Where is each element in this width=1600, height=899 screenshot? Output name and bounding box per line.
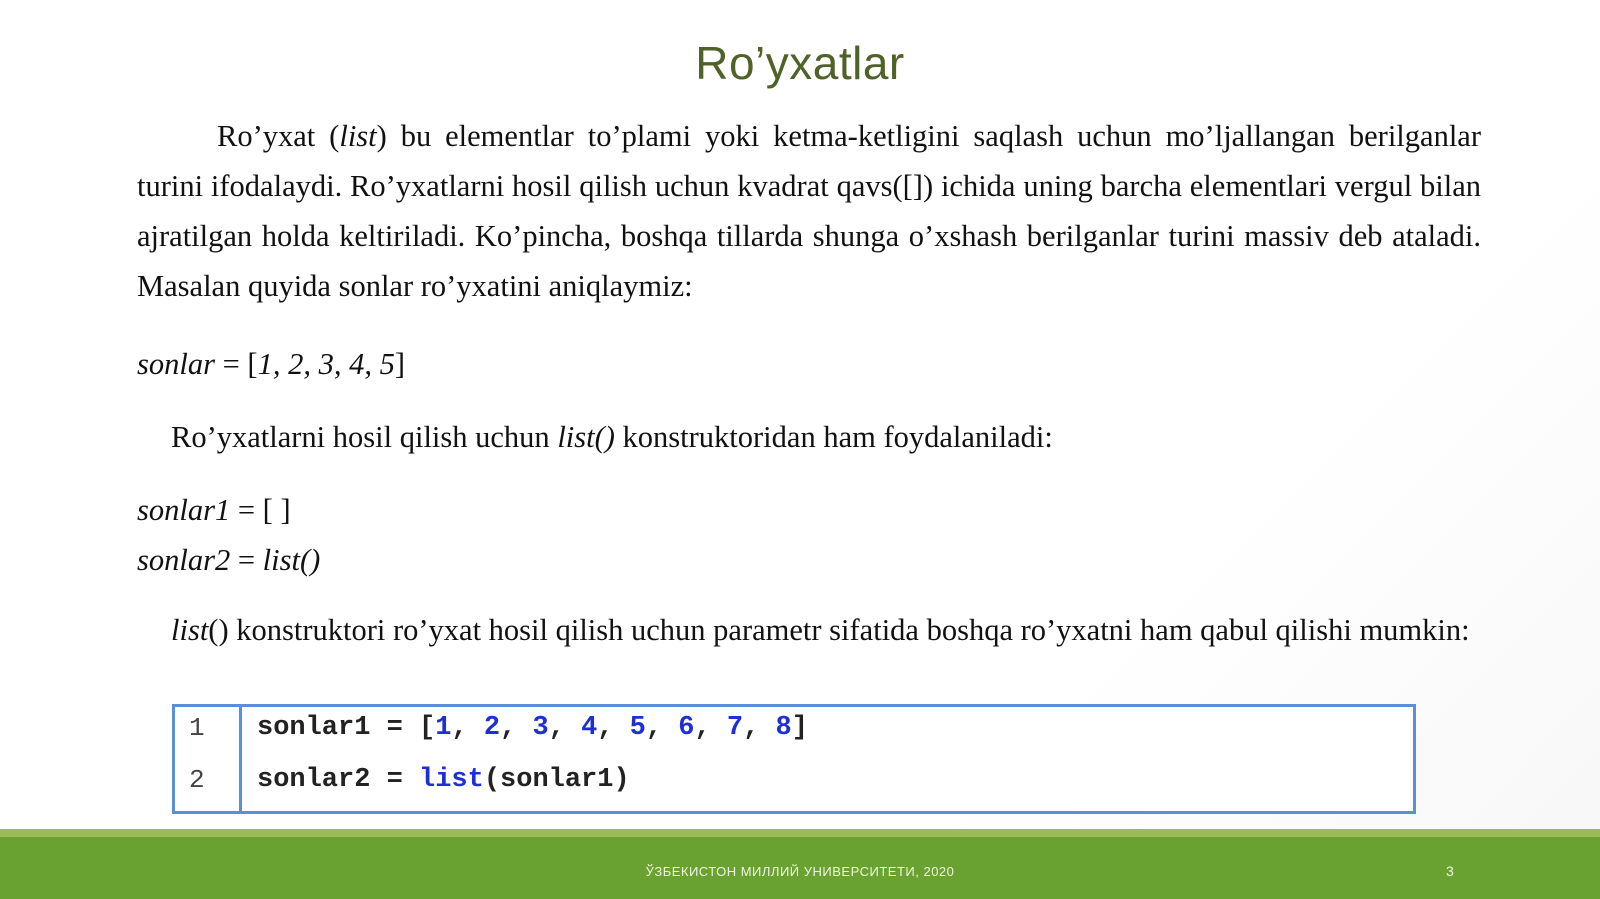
example-sonlar1-var: sonlar1 <box>137 493 231 527</box>
param-paragraph <box>137 605 1481 655</box>
line-number-2: 2 <box>189 765 205 795</box>
code-num-2: 2 <box>483 713 501 743</box>
footer-text: ЎЗБЕКИСТОН МИЛЛИЙ УНИВЕРСИТЕТИ, 2020 <box>645 864 955 879</box>
code-num-8: 8 <box>775 713 792 743</box>
example-sonlar2-func: list() <box>262 543 321 577</box>
intro-text-rest: ) bu elementlar to’plami yoki ketma-ketligini saqlash uchun mo’ljallangan berilganlar turini ifodalaydi. Ro’yxatlarni hosil qilish uchun kvadrat qavs([]) ichida uning barcha elementlari vergul bilan ajratilgan holda keltiriladi. Ko’pincha, boshqa tillarda shunga o’xshash berilganlar turini massiv deb ataladi. Masalan quyida sonlar ro’yxatini aniqlaymiz: <box>137 119 1481 303</box>
intro-paragraph <box>137 111 1481 311</box>
example-sonlar2-eq: = <box>230 543 263 577</box>
code-line-2-var: sonlar2 = <box>257 765 420 795</box>
example-sonlar-var: sonlar <box>137 347 215 381</box>
line-number-1: 1 <box>189 713 205 743</box>
page-number: 3 <box>1446 863 1454 879</box>
code-num-6: 6 <box>678 713 695 743</box>
footer-stripe <box>0 829 1600 837</box>
param-func: list <box>171 613 209 647</box>
code-line-2-rest: (sonlar1) <box>483 765 630 795</box>
example-sonlar1-rest: = [ ] <box>230 493 291 527</box>
example-sonlar-close: ] <box>394 347 405 381</box>
example-sonlar2-var: sonlar2 <box>137 543 231 577</box>
param-text: () konstruktori ro’yxat hosil qilish uchun parametr sifatida boshqa ro’yxatni ham qabul qilishi mumkin: <box>208 613 1470 647</box>
example-sonlar1 <box>137 490 291 530</box>
code-num-4: 4 <box>581 713 598 743</box>
code-line-2-keyword: list <box>419 765 484 795</box>
slide-title: Ro’yxatlar <box>695 37 905 89</box>
example-sonlar <box>137 344 405 384</box>
code-line-1-close: ] <box>791 713 808 743</box>
code-line-1: sonlar1 = [1, 2, 3, 4, 5, 6, 7, 8] <box>257 713 808 743</box>
code-line-2 <box>257 765 630 795</box>
code-num-1: 1 <box>435 713 452 743</box>
constructor-text-end: konstruktoridan ham foydalaniladi: <box>614 420 1053 454</box>
example-sonlar2 <box>137 540 320 580</box>
code-line-1-var: sonlar1 = [ <box>257 713 436 743</box>
constructor-paragraph <box>137 412 1481 462</box>
code-num-5: 5 <box>629 713 646 743</box>
intro-text-start: Ro’yxat ( <box>217 119 340 153</box>
code-num-7: 7 <box>726 713 744 743</box>
code-block <box>172 704 1416 814</box>
constructor-func: list() <box>557 420 615 454</box>
example-sonlar-eq: = [ <box>214 347 258 381</box>
code-num-3: 3 <box>532 713 549 743</box>
constructor-text-start: Ro’yxatlarni hosil qilish uchun <box>171 420 558 454</box>
code-gutter <box>175 707 242 811</box>
intro-list-word: list <box>339 119 377 153</box>
example-sonlar-values: 1, 2, 3, 4, 5 <box>257 347 395 381</box>
